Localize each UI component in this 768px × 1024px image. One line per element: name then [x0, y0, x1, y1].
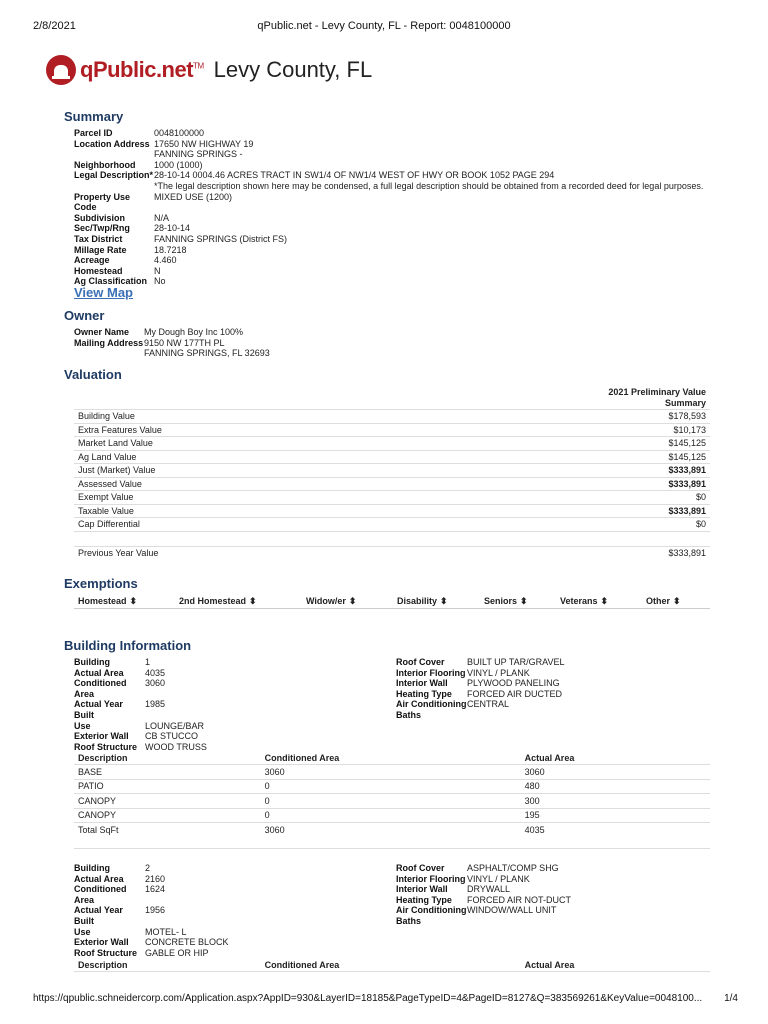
owner-heading: Owner: [64, 308, 105, 323]
detail-row: [74, 245, 703, 256]
valuation-amount: $145,125: [499, 437, 710, 451]
site-logo[interactable]: [46, 55, 372, 85]
detail-value: FORCED AIR NOT-DUCT: [467, 894, 572, 905]
detail-row: [74, 721, 207, 732]
detail-row: [74, 170, 703, 181]
detail-key: [74, 348, 144, 359]
detail-value: MOTEL- L: [145, 926, 187, 937]
area-table-row: [74, 765, 710, 780]
exemption-column-2nd-homestead[interactable]: 2nd Homestead ⬍: [179, 596, 257, 606]
detail-row: [396, 657, 565, 668]
capitol-seal-icon: [46, 55, 76, 85]
detail-value: MIXED USE (1200): [154, 191, 233, 202]
area-column-header: Conditioned Area: [264, 752, 340, 763]
valuation-row: [74, 437, 710, 451]
area-column-header: Actual Area: [524, 752, 575, 763]
detail-value: CONCRETE BLOCK: [145, 937, 229, 948]
detail-key: Interior Wall: [396, 884, 448, 895]
valuation-row: [74, 423, 710, 437]
detail-row: [74, 160, 703, 171]
detail-value: 9150 NW 177TH PL: [144, 337, 225, 348]
detail-row: [74, 223, 703, 234]
area-column-header: Description: [78, 959, 128, 970]
print-title: qPublic.net - Levy County, FL - Report: 0048100000: [257, 20, 511, 32]
detail-value: BUILT UP TAR/GRAVEL: [467, 657, 565, 667]
building-divider: [74, 848, 710, 849]
detail-row: [74, 927, 229, 938]
valuation-table: [74, 409, 710, 559]
print-footer: [33, 993, 738, 1004]
detail-key: Interior Flooring: [396, 667, 466, 678]
view-map-link[interactable]: View Map: [74, 285, 134, 300]
detail-key: Baths: [396, 709, 422, 720]
valuation-row: [74, 546, 710, 559]
area-cell: 480: [521, 779, 710, 794]
area-table-rule: [74, 972, 710, 974]
detail-value: 18.7218: [154, 244, 187, 255]
building-2-details-right: [396, 863, 571, 927]
detail-value: 28-10-14: [154, 223, 191, 234]
valuation-label: Extra Features Value: [74, 423, 499, 437]
detail-value: 0048100000: [154, 128, 205, 138]
detail-row: [396, 884, 571, 895]
valuation-row: [74, 504, 710, 518]
detail-value: FANNING SPRINGS -: [154, 149, 243, 160]
valuation-amount: $0: [499, 518, 710, 532]
valuation-row: [74, 450, 710, 464]
detail-value: 4.460: [154, 255, 177, 266]
area-cell: 4035: [521, 823, 710, 837]
exemption-column-veterans[interactable]: Veterans ⬍: [560, 596, 609, 606]
detail-key: Millage Rate: [74, 244, 127, 255]
valuation-amount: $0: [499, 491, 710, 505]
detail-key: Tax District: [74, 233, 123, 244]
detail-value: CB STUCCO: [145, 731, 199, 742]
area-cell: 3060: [521, 765, 710, 780]
detail-value: No: [154, 276, 166, 287]
valuation-label: Previous Year Value: [74, 546, 499, 559]
valuation-label: Cap Differential: [74, 518, 499, 532]
detail-key: Roof Cover: [396, 657, 445, 667]
detail-row: [74, 266, 703, 277]
area-cell: 3060: [261, 823, 521, 837]
detail-row: [396, 678, 565, 689]
detail-row: [74, 884, 229, 905]
detail-value: DRYWALL: [467, 884, 511, 895]
valuation-column-header: 2021 Preliminary Value Summary: [608, 387, 706, 408]
detail-row: [74, 255, 703, 266]
valuation-amount: $333,891: [499, 477, 710, 491]
detail-row: [396, 710, 565, 721]
area-cell: PATIO: [74, 779, 261, 794]
detail-key: [74, 181, 154, 192]
detail-key: Heating Type: [396, 894, 452, 905]
brand-name: qPublic.net™: [80, 57, 204, 82]
detail-row: [74, 128, 703, 139]
detail-value: VINYL / PLANK: [467, 667, 530, 678]
area-cell: Total SqFt: [74, 823, 261, 837]
detail-row: [396, 699, 565, 710]
building-1-details-right: [396, 657, 565, 721]
building-2-area-table: [74, 958, 710, 973]
detail-key: Ag Classification: [74, 276, 148, 287]
detail-key: Homestead: [74, 265, 123, 276]
detail-row: [74, 678, 207, 699]
detail-key: Roof Cover: [396, 863, 445, 873]
detail-row: [74, 338, 270, 349]
area-cell: 300: [521, 794, 710, 809]
detail-key: Building: [74, 863, 110, 873]
detail-key: Neighborhood: [74, 159, 136, 170]
detail-value: 1624: [145, 884, 166, 895]
detail-key: Interior Flooring: [396, 873, 466, 884]
sort-icon[interactable]: ⬍: [129, 596, 138, 606]
sort-icon[interactable]: ⬍: [520, 596, 528, 606]
detail-key: Mailing Address: [74, 337, 144, 348]
building-2-details-left: [74, 863, 229, 958]
detail-value: 17650 NW HIGHWAY 19: [154, 138, 254, 149]
detail-row: [396, 895, 571, 906]
detail-key: Exterior Wall: [74, 731, 129, 742]
print-date: 2/8/2021: [33, 20, 76, 32]
detail-key: Conditioned Area: [74, 884, 127, 905]
detail-key: Owner Name: [74, 327, 130, 337]
area-cell: BASE: [74, 765, 261, 780]
sort-icon[interactable]: ⬍: [600, 596, 609, 606]
area-cell: CANOPY: [74, 808, 261, 823]
detail-value: FORCED AIR DUCTED: [467, 688, 563, 699]
detail-key: Property Use Code: [74, 191, 131, 213]
detail-key: Exterior Wall: [74, 937, 129, 948]
detail-key: Air Conditioning: [396, 905, 467, 916]
valuation-amount: $10,173: [499, 423, 710, 437]
detail-row: [396, 863, 571, 874]
detail-key: Heating Type: [396, 688, 452, 699]
detail-key: Roof Structure: [74, 741, 137, 752]
detail-key: Interior Wall: [396, 678, 448, 689]
detail-row: [396, 689, 565, 700]
detail-key: Actual Area: [74, 667, 124, 678]
detail-key: [74, 149, 154, 160]
area-table-row: [74, 779, 710, 794]
detail-key: Location Address: [74, 138, 150, 149]
exemption-column-homestead[interactable]: Homestead ⬍: [78, 596, 138, 606]
detail-row: [74, 874, 229, 885]
valuation-label: Ag Land Value: [74, 450, 499, 464]
detail-value: 1956: [145, 905, 166, 916]
detail-key: Actual Year Built: [74, 905, 123, 926]
detail-key: Baths: [396, 915, 422, 926]
county-name: Levy County, FL: [213, 57, 373, 82]
exemptions-heading: Exemptions: [64, 576, 138, 591]
building-1-area-table: [74, 751, 710, 837]
area-table-header: [74, 958, 710, 972]
detail-row: [396, 905, 571, 916]
valuation-label: Taxable Value: [74, 504, 499, 518]
detail-value: FANNING SPRINGS (District FS): [154, 233, 288, 244]
owner-details: [74, 327, 270, 359]
detail-row: [74, 348, 270, 359]
detail-value: FANNING SPRINGS, FL 32693: [144, 348, 270, 359]
detail-row: [74, 327, 270, 338]
detail-value: CENTRAL: [467, 699, 510, 710]
detail-key: Use: [74, 720, 91, 731]
valuation-label: Building Value: [74, 410, 499, 424]
valuation-amount: [499, 531, 710, 546]
detail-value: 1: [145, 657, 151, 667]
valuation-amount: $145,125: [499, 450, 710, 464]
area-column-header: Actual Area: [524, 959, 575, 970]
valuation-row: [74, 531, 710, 546]
detail-value: 2: [145, 863, 151, 873]
detail-row: [74, 905, 229, 926]
detail-value: WOOD TRUSS: [145, 741, 207, 752]
detail-value: 4035: [145, 667, 166, 678]
detail-value: VINYL / PLANK: [467, 873, 530, 884]
detail-key: Subdivision: [74, 212, 126, 223]
detail-row: [396, 874, 571, 885]
detail-row: [74, 699, 207, 720]
detail-row: [74, 192, 703, 213]
detail-row: [396, 916, 571, 927]
area-table-row: [74, 823, 710, 837]
detail-key: Sec/Twp/Rng: [74, 223, 130, 234]
area-cell: 3060: [261, 765, 521, 780]
area-table-row: [74, 794, 710, 809]
detail-row: [74, 234, 703, 245]
area-cell: CANOPY: [74, 794, 261, 809]
detail-key: Actual Year Built: [74, 699, 123, 720]
area-cell: 0: [261, 779, 521, 794]
valuation-label: Just (Market) Value: [74, 464, 499, 478]
sort-icon[interactable]: ⬍: [673, 596, 681, 606]
exemption-column-widow-er[interactable]: Widow/er ⬍: [306, 596, 357, 606]
exemptions-table-header: [74, 594, 710, 609]
detail-value: GABLE OR HIP: [145, 947, 209, 958]
area-table-row: [74, 808, 710, 823]
building-info-heading: Building Information: [64, 638, 192, 653]
detail-row: [74, 937, 229, 948]
detail-row: [74, 276, 703, 287]
detail-row: [74, 948, 229, 959]
detail-value: 1000 (1000): [154, 159, 203, 170]
detail-row: [74, 668, 207, 679]
detail-row: [74, 657, 207, 668]
detail-row: [74, 863, 229, 874]
valuation-row: [74, 410, 710, 424]
sort-icon[interactable]: ⬍: [249, 596, 257, 606]
building-1-details-left: [74, 657, 207, 752]
detail-value: N/A: [154, 212, 170, 223]
valuation-label: Assessed Value: [74, 477, 499, 491]
detail-row: [74, 213, 703, 224]
summary-details: [74, 128, 703, 287]
valuation-amount: $178,593: [499, 410, 710, 424]
detail-value: LOUNGE/BAR: [145, 720, 205, 731]
detail-row: [74, 731, 207, 742]
detail-value: PLYWOOD PANELING: [467, 678, 560, 689]
valuation-row: [74, 491, 710, 505]
page-number: 1/4: [724, 993, 738, 1004]
detail-key: Parcel ID: [74, 128, 113, 138]
detail-key: Legal Description*: [74, 170, 154, 181]
detail-key: Conditioned Area: [74, 678, 127, 699]
detail-key: Building: [74, 657, 110, 667]
detail-key: Use: [74, 926, 91, 937]
detail-value: ASPHALT/COMP SHG: [467, 863, 559, 873]
valuation-heading: Valuation: [64, 367, 122, 382]
valuation-row: [74, 518, 710, 532]
valuation-amount: $333,891: [499, 504, 710, 518]
valuation-label: Exempt Value: [74, 491, 499, 505]
detail-key: Air Conditioning: [396, 699, 467, 710]
exemption-column-other[interactable]: Other ⬍: [646, 596, 681, 606]
area-column-header: Description: [78, 752, 128, 763]
detail-value: 28-10-14 0004.46 ACRES TRACT IN SW1/4 OF NW1/4 WEST OF HWY OR BOOK 1052 PAGE 294: [154, 170, 555, 181]
sort-icon[interactable]: ⬍: [348, 596, 357, 606]
area-cell: 0: [261, 808, 521, 823]
legal-note: *The legal description shown here may be condensed, a full legal description should be obtained from a recorded deed for legal purposes.: [154, 180, 704, 191]
valuation-row: [74, 477, 710, 491]
area-column-header: Conditioned Area: [264, 959, 340, 970]
detail-row: [74, 181, 703, 192]
valuation-label: Market Land Value: [74, 437, 499, 451]
valuation-amount: $333,891: [499, 464, 710, 478]
detail-key: Roof Structure: [74, 947, 137, 958]
detail-key: Acreage: [74, 255, 110, 266]
valuation-row: [74, 464, 710, 478]
detail-value: My Dough Boy Inc 100%: [144, 327, 244, 337]
page-url: https://qpublic.schneidercorp.com/Application.aspx?AppID=930&LayerID=18185&PageTypeID=4&PageID=8127&Q=383569261&KeyValue=0048100...: [33, 993, 703, 1004]
valuation-label: [74, 531, 499, 546]
valuation-amount: $333,891: [499, 546, 710, 559]
area-cell: 195: [521, 808, 710, 823]
sort-icon[interactable]: ⬍: [440, 596, 448, 606]
detail-value: 3060: [145, 678, 166, 689]
detail-key: Actual Area: [74, 873, 124, 884]
exemption-column-disability[interactable]: Disability ⬍: [397, 596, 448, 606]
detail-value: WINDOW/WALL UNIT: [467, 905, 557, 916]
detail-value: 2160: [145, 873, 166, 884]
detail-row: [396, 668, 565, 679]
detail-row: [74, 149, 703, 160]
detail-value: N: [154, 265, 161, 276]
exemption-column-seniors[interactable]: Seniors ⬍: [484, 596, 528, 606]
detail-value: 1985: [145, 699, 166, 710]
detail-row: [74, 139, 703, 150]
area-cell: 0: [261, 794, 521, 809]
area-table-header: [74, 751, 710, 765]
summary-heading: Summary: [64, 109, 124, 124]
